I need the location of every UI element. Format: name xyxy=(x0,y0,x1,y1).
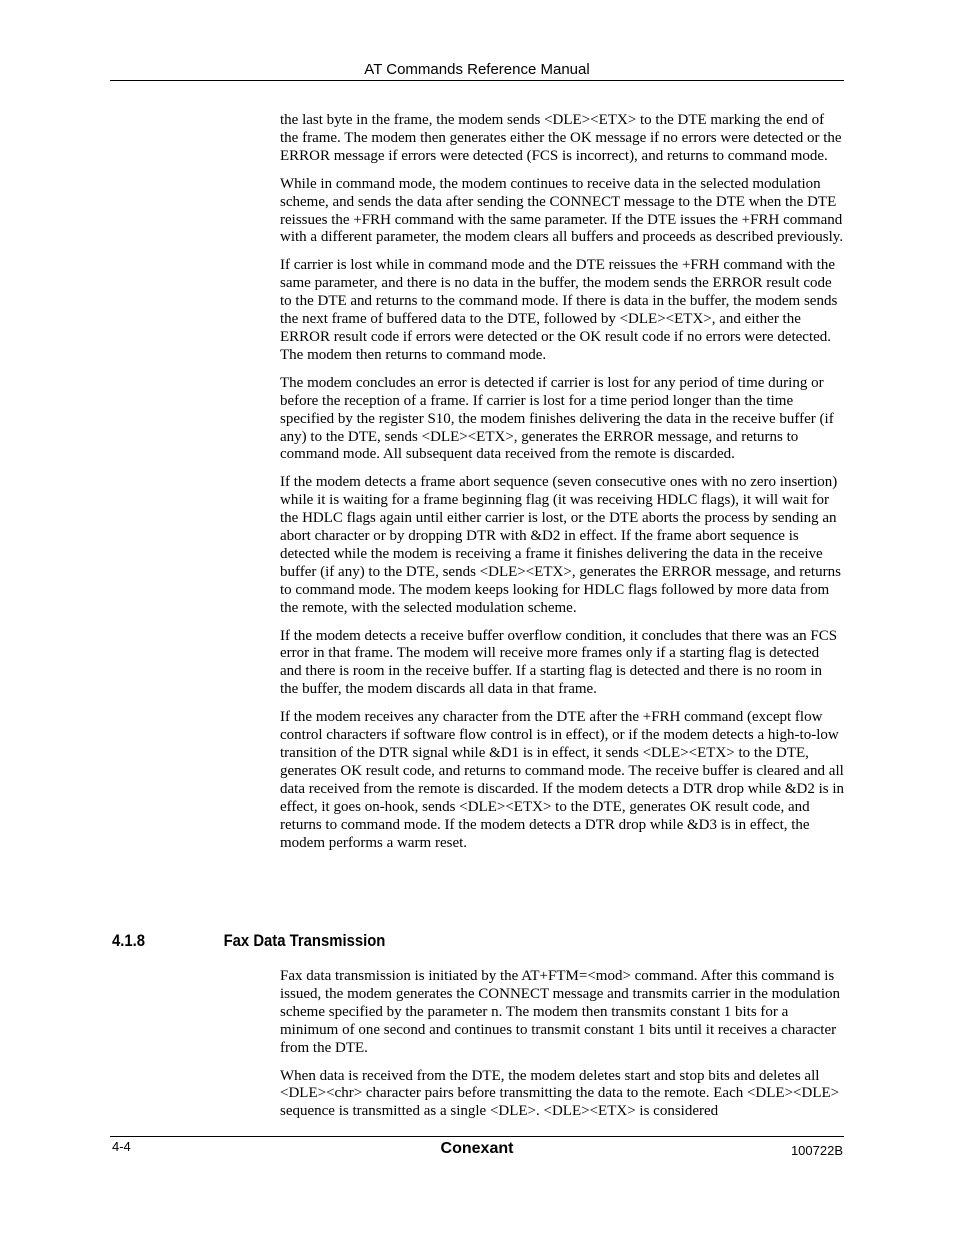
paragraph: the last byte in the frame, the modem sends <DLE><ETX> to the DTE marking the end of the frame. The modem then generates either the OK message if no errors were detected or the ERROR message if errors were detected (FCS is incorrect), and returns to command mode. xyxy=(280,112,842,164)
paragraph: If the modem receives any character from the DTE after the +FRH command (except flow control characters if software flow control is in effect), or if the modem detects a high-to-low transition of the DTR signal while &D1 is in effect, it sends <DLE><ETX> to the DTE, generates OK result code, and returns to command mode. The receive buffer is cleared and all data received from the remote is discarded. If the modem detects a DTR drop while &D2 is in effect, it goes on-hook, sends <DLE><ETX> to the DTE, generates OK result code, and returns to command mode. If the modem detects a DTR drop while &D3 is in effect, the modem performs a warm reset. xyxy=(280,709,844,851)
paragraph: If the modem detects a frame abort sequence (seven consecutive ones with no zero insertion) while it is waiting for a frame beginning flag (it was receiving HDLC flags), it will wait for the HDLC flags again until either carrier is lost, or the DTE aborts the process by sending an abort character or by dropping DTR with &D2 in effect. If the frame abort sequence is detected while the modem is receiving a frame it finishes delivering the data in the receive buffer (if any) to the DTE, sends <DLE><ETX>, generates the ERROR message, and returns to command mode. The modem keeps looking for HDLC flags followed by more data from the remote, with the selected modulation scheme. xyxy=(280,474,841,616)
footer-company: Conexant xyxy=(440,1140,514,1157)
paragraph: If carrier is lost while in command mode and the DTE reissues the +FRH command with the same parameter, and there is no data in the buffer, the modem sends the ERROR result code to the DTE and returns to the command mode. If there is data in the buffer, the modem sends the next frame of buffered data to the DTE, followed by <DLE><ETX>, and either the ERROR result code if errors were detected or the OK result code if no errors were detected. The modem then returns to command mode. xyxy=(280,257,838,363)
footer-doc-number: 100722B xyxy=(790,1143,843,1158)
section-title: Fax Data Transmission xyxy=(223,932,386,950)
paragraph: If the modem detects a receive buffer overflow condition, it concludes that there was an FCS error in that frame. The modem will receive more frames only if a starting flag is detected and there is room in the receive buffer. If a starting flag is detected and there is no room in the buffer, the modem discards all data in that frame. xyxy=(280,627,838,698)
header-rule xyxy=(110,80,844,81)
body-text-top xyxy=(280,112,844,852)
paragraph: When data is received from the DTE, the modem deletes start and stop bits and deletes all <DLE><chr> character pairs before transmitting the data to the remote. Each <DLE><DLE> sequence is transmitted as a single <DLE>. <DLE><ETX> is considered xyxy=(280,1067,840,1120)
footer-page-number: 4-4 xyxy=(112,1139,131,1154)
paragraph: While in command mode, the modem continues to receive data in the selected modulation scheme, and sends the data after sending the CONNECT message to the DTE when the DTE reissues the +FRH command with the same parameter. If the DTE issues the +FRH command with a different parameter, the modem clears all buffers and proceeds as described previously. xyxy=(280,175,844,246)
footer-rule xyxy=(110,1136,844,1137)
body-text-section xyxy=(280,968,844,1121)
section-number: 4.1.8 xyxy=(112,932,146,950)
paragraph: Fax data transmission is initiated by the AT+FTM=<mod> command. After this command is issued, the modem generates the CONNECT message and transmits carrier in the modulation scheme specified by the parameter n. The modem then transmits constant 1 bits for a minimum of one second and continues to transmit constant 1 bits until it receives a character from the DTE. xyxy=(280,968,841,1056)
section-heading xyxy=(112,931,385,951)
paragraph: The modem concludes an error is detected if carrier is lost for any period of time during or before the reception of a frame. If carrier is lost for a time period longer than the time specified by the register S10, the modem finishes delivering the data in the receive buffer (if any) to the DTE, sends <DLE><ETX>, generates the ERROR message, and returns to command mode. All subsequent data received from the remote is discarded. xyxy=(280,374,834,463)
header-title: AT Commands Reference Manual xyxy=(364,61,590,78)
